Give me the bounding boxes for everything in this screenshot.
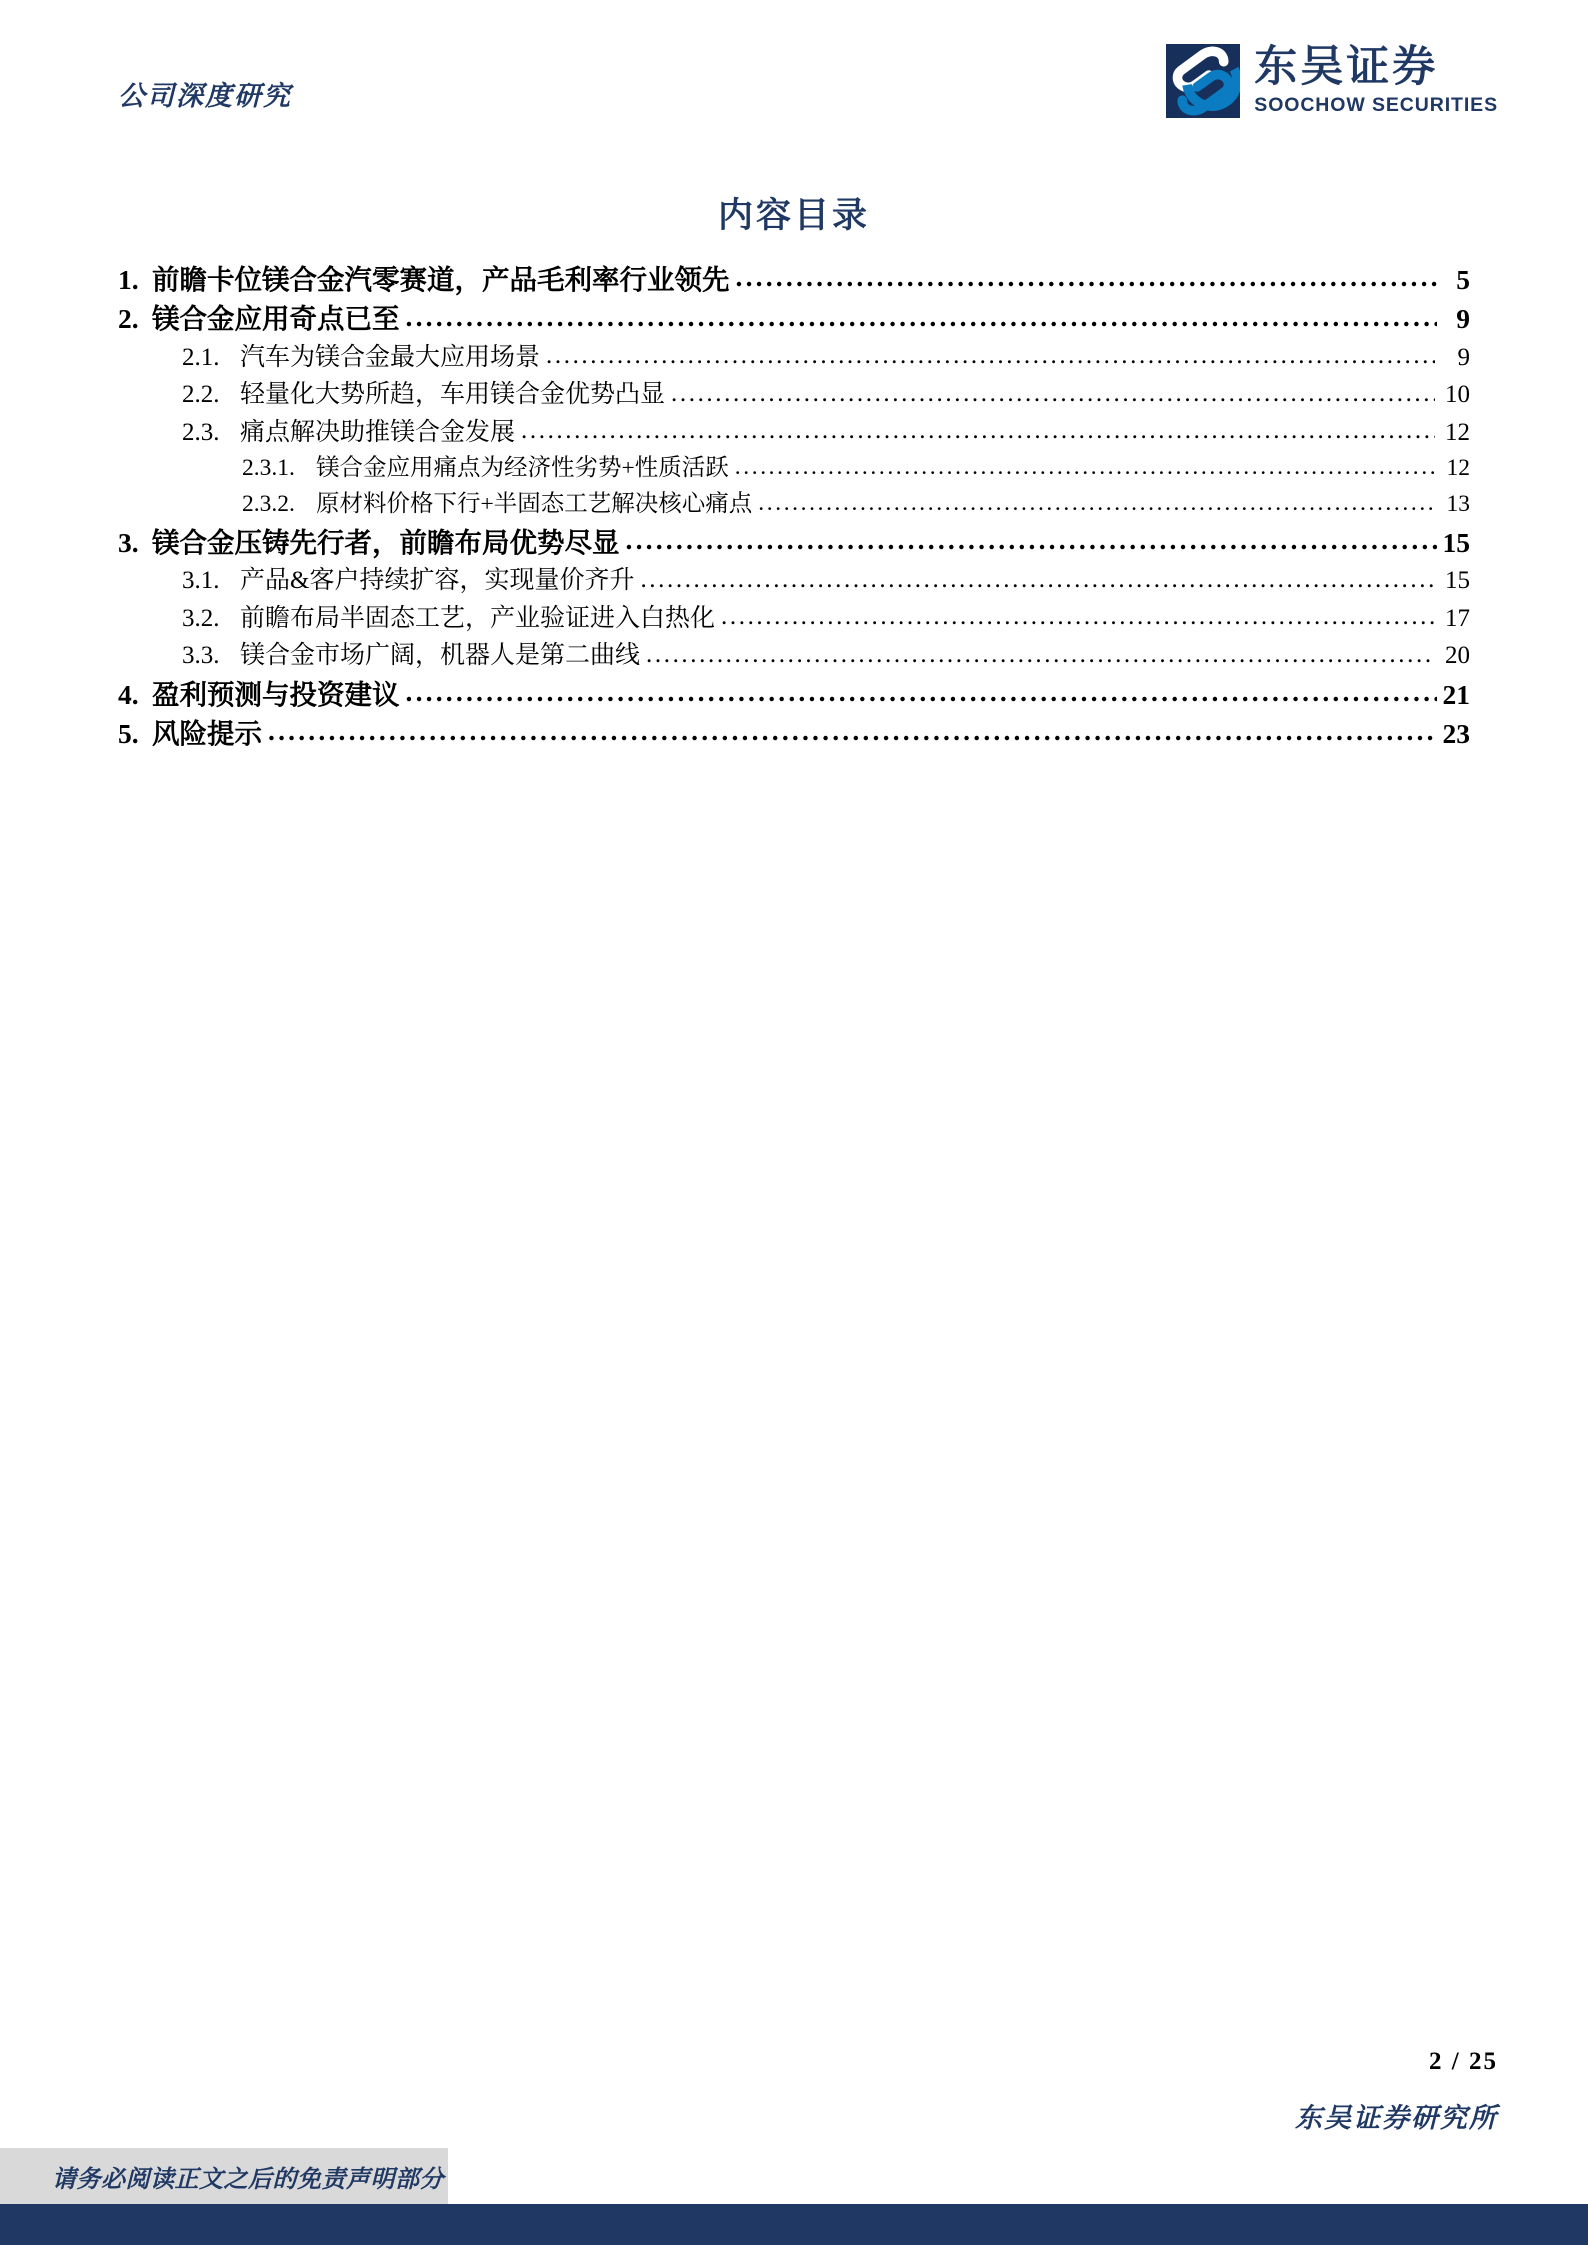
toc-entry-number: 2. [118, 303, 139, 335]
toc-entry-label: 原材料价格下行+半固态工艺解决核心痛点 [316, 491, 753, 518]
toc-leader-dots [646, 646, 1435, 671]
toc-entry[interactable] [182, 380, 1470, 410]
footer-disclaimer-box [0, 2148, 448, 2204]
toc-entry-page: 23 [1442, 718, 1470, 750]
toc-entry-page: 17 [1445, 604, 1470, 632]
toc-entry-label: 镁合金应用痛点为经济性劣势+性质活跃 [316, 455, 729, 482]
table-of-contents [118, 264, 1470, 758]
footer-accent-bar [0, 2204, 1588, 2245]
toc-leader-dots [671, 385, 1435, 410]
toc-entry-number: 2.3.1. [242, 455, 295, 482]
toc-entry-number: 2.2. [182, 381, 220, 409]
toc-leader-dots [521, 422, 1435, 447]
footer-organization: 东吴证券研究所 [1295, 2103, 1498, 2133]
toc-entry-number: 3. [118, 526, 139, 558]
toc-leader-dots [626, 532, 1438, 560]
toc-entry-label: 轻量化大势所趋，车用镁合金优势凸显 [240, 381, 666, 409]
toc-entry-number: 2.3.2. [242, 491, 295, 518]
toc-entry-label: 镁合金应用奇点已至 [152, 303, 400, 335]
toc-entry-page: 5 [1456, 264, 1470, 295]
toc-entry-label: 风险提示 [152, 718, 262, 750]
toc-entry-number: 1. [118, 264, 139, 295]
logo-text-block [1254, 46, 1498, 116]
page-header [118, 44, 1498, 136]
toc-entry-label: 产品&客户持续扩容，实现量价齐升 [240, 567, 635, 595]
toc-entry-page: 13 [1446, 491, 1470, 518]
toc-entry-page: 9 [1457, 343, 1470, 371]
toc-entry-number: 3.3. [182, 642, 220, 670]
toc-entry-page: 12 [1446, 455, 1470, 482]
toc-entry-number: 5. [118, 718, 139, 750]
toc-entry-page: 20 [1445, 642, 1470, 670]
logo-english-name: SOOCHOW SECURITIES [1254, 94, 1498, 117]
toc-entry-label: 前瞻卡位镁合金汽零赛道，产品毛利率行业领先 [152, 264, 730, 295]
toc-entry-number: 3.1. [182, 567, 220, 595]
toc-entry-page: 15 [1442, 526, 1470, 558]
toc-entry-page: 12 [1445, 418, 1470, 446]
toc-entry[interactable] [118, 527, 1470, 559]
toc-leader-dots [735, 460, 1435, 484]
footer-disclaimer-text: 请务必阅读正文之后的免责声明部分 [52, 2166, 444, 2193]
toc-leader-dots [736, 269, 1438, 297]
report-type-title: 公司深度研究 [118, 81, 292, 111]
toc-leader-dots [546, 347, 1435, 372]
toc-entry[interactable] [118, 264, 1470, 296]
toc-entry[interactable] [182, 604, 1470, 634]
toc-entry-label: 痛点解决助推镁合金发展 [240, 418, 516, 446]
toc-heading: 内容目录 [717, 196, 870, 235]
footer-page-number: 2 / 25 [1429, 2048, 1498, 2075]
toc-entry[interactable] [118, 718, 1470, 750]
toc-entry-label: 盈利预测与投资建议 [152, 678, 400, 710]
toc-leader-dots [640, 571, 1435, 596]
toc-leader-dots [721, 608, 1435, 633]
toc-leader-dots [758, 495, 1435, 519]
toc-entry-page: 15 [1445, 567, 1470, 595]
toc-entry-label: 镁合金压铸先行者，前瞻布局优势尽显 [152, 526, 620, 558]
logo-chinese-name: 东吴证券 [1254, 44, 1439, 92]
toc-entry[interactable] [182, 641, 1470, 671]
toc-entry[interactable] [242, 491, 1470, 519]
toc-leader-dots [268, 723, 1437, 751]
toc-entry-number: 4. [118, 678, 139, 710]
toc-entry[interactable] [182, 343, 1470, 373]
toc-entry[interactable] [242, 455, 1470, 483]
toc-entry-page: 9 [1456, 303, 1470, 335]
toc-entry-label: 镁合金市场广阔，机器人是第二曲线 [240, 642, 641, 670]
company-logo [1166, 44, 1498, 118]
toc-entry-page: 10 [1445, 381, 1470, 409]
toc-entry-page: 21 [1442, 678, 1470, 710]
toc-leader-dots [406, 684, 1438, 712]
toc-entry[interactable] [118, 679, 1470, 711]
toc-entry-label: 前瞻布局半固态工艺，产业验证进入白热化 [240, 604, 716, 632]
toc-entry-number: 2.1. [182, 343, 220, 371]
soochow-logo-icon [1166, 44, 1240, 118]
toc-entry[interactable] [182, 566, 1470, 596]
toc-entry[interactable] [182, 418, 1470, 448]
toc-entry-label: 汽车为镁合金最大应用场景 [240, 343, 541, 371]
toc-entry-number: 2.3. [182, 418, 220, 446]
toc-entry[interactable] [118, 303, 1470, 335]
toc-leader-dots [406, 308, 1438, 336]
toc-entry-number: 3.2. [182, 604, 220, 632]
